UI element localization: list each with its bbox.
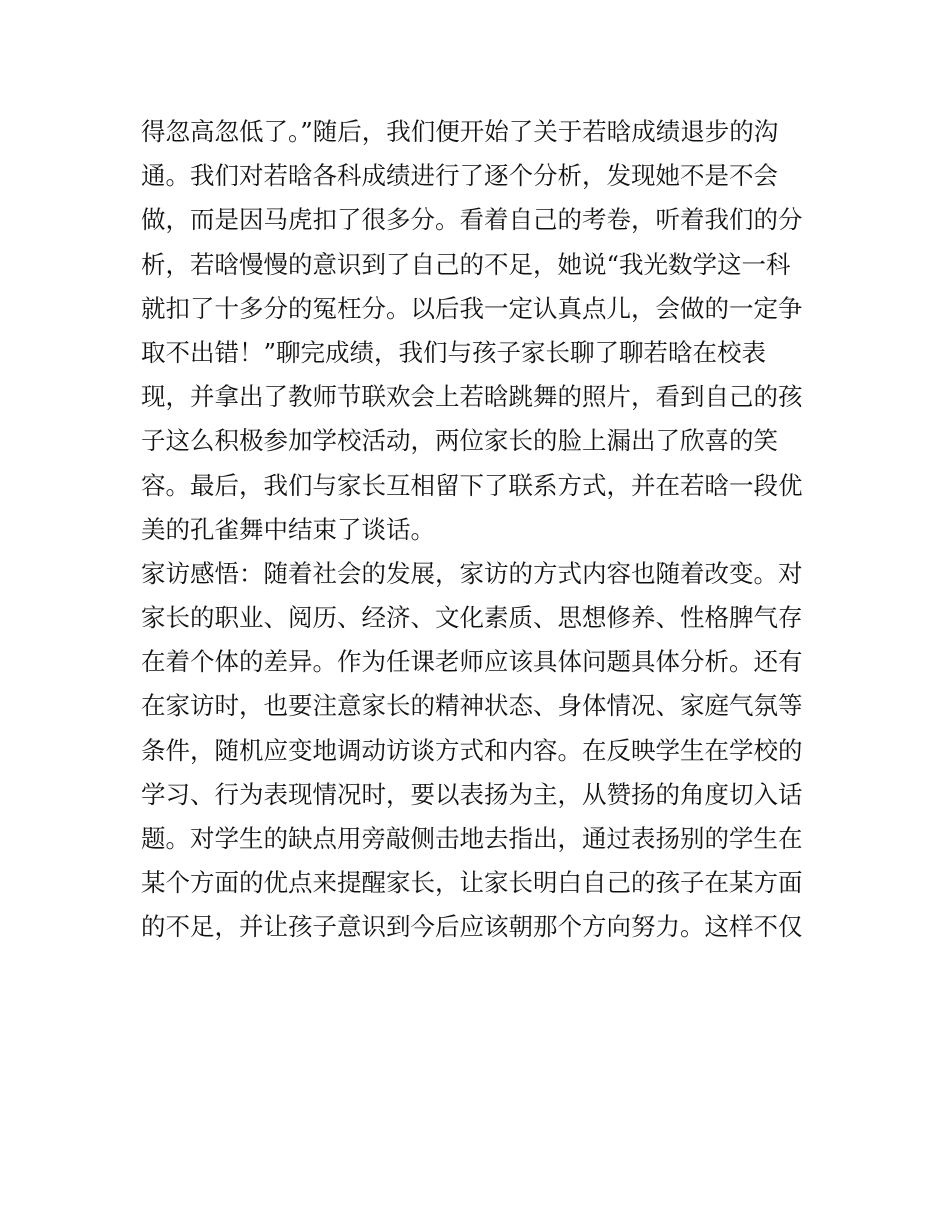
text-line: 的不足，并让孩子意识到今后应该朝那个方向努力。这样不仅	[141, 912, 803, 942]
text-line: 取不出错！”聊完成绩，我们与孩子家长聊了聊若晗在校表	[141, 337, 767, 367]
text-line: 家访感悟：随着社会的发展，家访的方式内容也随着改变。对	[141, 558, 803, 588]
text-line: 在家访时，也要注意家长的精神状态、身体情况、家庭气氛等	[141, 691, 803, 721]
text-line: 在着个体的差异。作为任课老师应该具体问题具体分析。还有	[141, 647, 803, 677]
text-line: 条件，随机应变地调动访谈方式和内容。在反映学生在学校的	[141, 735, 803, 765]
text-line: 某个方面的优点来提醒家长，让家长明白自己的孩子在某方面	[141, 868, 803, 898]
body-text	[141, 110, 831, 950]
text-line: 题。对学生的缺点用旁敲侧击地去指出，通过表扬别的学生在	[141, 824, 803, 853]
text-line: 子这么积极参加学校活动，两位家长的脸上漏出了欣喜的笑	[141, 426, 778, 456]
text-line: 析，若晗慢慢的意识到了自己的不足，她说“我光数学这一科	[141, 249, 791, 279]
text-line: 容。最后，我们与家长互相留下了联系方式，并在若晗一段优	[141, 470, 803, 500]
text-line: 通。我们对若晗各科成绩进行了逐个分析，发现她不是不会	[141, 161, 778, 191]
text-line: 美的孔雀舞中结束了谈话。	[141, 514, 435, 544]
text-line: 现，并拿出了教师节联欢会上若晗跳舞的照片，看到自己的孩	[141, 382, 803, 412]
text-line: 做，而是因马虎扣了很多分。看着自己的考卷，听着我们的分	[141, 205, 803, 235]
text-line: 家长的职业、阅历、经济、文化素质、思想修养、性格脾气存	[141, 603, 803, 633]
text-line: 学习、行为表现情况时，要以表扬为主，从赞扬的角度切入话	[141, 779, 803, 809]
text-line: 得忽高忽低了。”随后，我们便开始了关于若晗成绩退步的沟	[141, 117, 779, 146]
text-line: 就扣了十多分的冤枉分。以后我一定认真点儿，会做的一定争	[141, 293, 803, 323]
